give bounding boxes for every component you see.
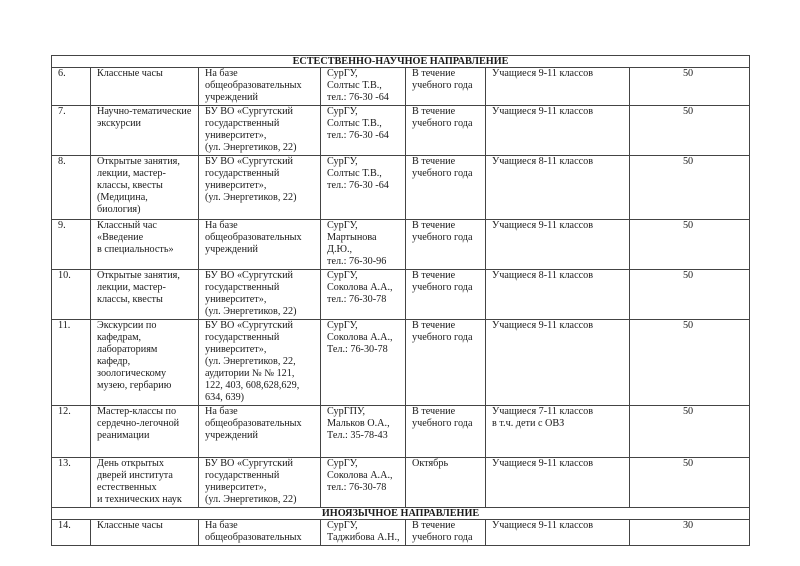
event-name: Открытые занятия, лекции, мастер- классы, квесты (Медицина, биология) [91, 156, 199, 220]
table-row [52, 68, 750, 106]
participant-count: 50 [630, 156, 750, 220]
participant-count: 50 [630, 320, 750, 406]
audience: Учащиеся 9-11 классов [486, 520, 630, 546]
row-number: 13. [52, 458, 91, 508]
audience: Учащиеся 9-11 классов [486, 458, 630, 508]
contact-person: СурГУ, Соколова А.А., тел.: 76-30-78 [321, 458, 406, 508]
event-place: БУ ВО «Сургутский государственный университет», (ул. Энергетиков, 22) [199, 106, 321, 156]
participant-count: 50 [630, 106, 750, 156]
audience: Учащиеся 9-11 классов [486, 320, 630, 406]
participant-count: 50 [630, 68, 750, 106]
row-number: 7. [52, 106, 91, 156]
contact-person: СурГУ, Соколова А.А., тел.: 76-30-78 [321, 270, 406, 320]
events-table [51, 55, 750, 546]
event-period: В течение учебного года [406, 220, 486, 270]
event-name: Мастер-классы по сердечно-легочной реанимации [91, 406, 199, 458]
audience: Учащиеся 8-11 классов [486, 156, 630, 220]
audience: Учащиеся 9-11 классов [486, 220, 630, 270]
row-number: 14. [52, 520, 91, 546]
event-period: В течение учебного года [406, 270, 486, 320]
table-row [52, 106, 750, 156]
event-period: В течение учебного года [406, 156, 486, 220]
event-name: Экскурсии по кафедрам, лабораториям кафедр, зоологическому музею, гербарию [91, 320, 199, 406]
event-place: БУ ВО «Сургутский государственный университет», (ул. Энергетиков, 22) [199, 270, 321, 320]
participant-count: 50 [630, 458, 750, 508]
event-place: На базе общеобразовательных учреждений [199, 68, 321, 106]
event-name: Научно-тематические экскурсии [91, 106, 199, 156]
row-number: 10. [52, 270, 91, 320]
event-place: На базе общеобразовательных учреждений [199, 220, 321, 270]
audience: Учащиеся 7-11 классов в т.ч. дети с ОВЗ [486, 406, 630, 458]
contact-person: СурГУ, Таджибова А.Н., [321, 520, 406, 546]
contact-person: СурГУ, Соколова А.А., Тел.: 76-30-78 [321, 320, 406, 406]
contact-person: СурГУ, Солтыс Т.В., тел.: 76-30 -64 [321, 156, 406, 220]
table-row [52, 458, 750, 508]
table-row [52, 220, 750, 270]
event-place: На базе общеобразовательных учреждений [199, 406, 321, 458]
event-period: В течение учебного года [406, 68, 486, 106]
section-header-row [52, 56, 750, 68]
event-name: Классные часы [91, 68, 199, 106]
section-title: ЕСТЕСТВЕННО-НАУЧНОЕ НАПРАВЛЕНИЕ [52, 56, 750, 68]
contact-person: СурГУ, Солтыс Т.В., тел.: 76-30 -64 [321, 68, 406, 106]
section-header-row [52, 508, 750, 520]
row-number: 9. [52, 220, 91, 270]
event-period: В течение учебного года [406, 106, 486, 156]
event-period: В течение учебного года [406, 406, 486, 458]
audience: Учащиеся 8-11 классов [486, 270, 630, 320]
audience: Учащиеся 9-11 классов [486, 106, 630, 156]
participant-count: 30 [630, 520, 750, 546]
audience: Учащиеся 9-11 классов [486, 68, 630, 106]
event-place: БУ ВО «Сургутский государственный университет», (ул. Энергетиков, 22, аудитории № № 121, 122, 403, 608,628,629, 634, 639) [199, 320, 321, 406]
participant-count: 50 [630, 220, 750, 270]
section-title: ИНОЯЗЫЧНОЕ НАПРАВЛЕНИЕ [52, 508, 750, 520]
contact-person: СурГПУ, Мальков О.А., Тел.: 35-78-43 [321, 406, 406, 458]
contact-person: СурГУ, Мартынова Д.Ю., тел.: 76-30-96 [321, 220, 406, 270]
row-number: 8. [52, 156, 91, 220]
event-period: В течение учебного года [406, 320, 486, 406]
table-row [52, 156, 750, 220]
event-place: БУ ВО «Сургутский государственный университет», (ул. Энергетиков, 22) [199, 156, 321, 220]
contact-person: СурГУ, Солтыс Т.В., тел.: 76-30 -64 [321, 106, 406, 156]
event-name: Открытые занятия, лекции, мастер- классы, квесты [91, 270, 199, 320]
participant-count: 50 [630, 270, 750, 320]
row-number: 6. [52, 68, 91, 106]
table-row [52, 270, 750, 320]
event-period: Октябрь [406, 458, 486, 508]
row-number: 11. [52, 320, 91, 406]
event-name: Классный час «Введение в специальность» [91, 220, 199, 270]
row-number: 12. [52, 406, 91, 458]
event-place: БУ ВО «Сургутский государственный университет», (ул. Энергетиков, 22) [199, 458, 321, 508]
event-period: В течение учебного года [406, 520, 486, 546]
event-place: На базе общеобразовательных [199, 520, 321, 546]
participant-count: 50 [630, 406, 750, 458]
event-name: Классные часы [91, 520, 199, 546]
event-name: День открытых дверей института естественных и технических наук [91, 458, 199, 508]
table-row [52, 320, 750, 406]
table-row [52, 520, 750, 546]
table-row [52, 406, 750, 458]
